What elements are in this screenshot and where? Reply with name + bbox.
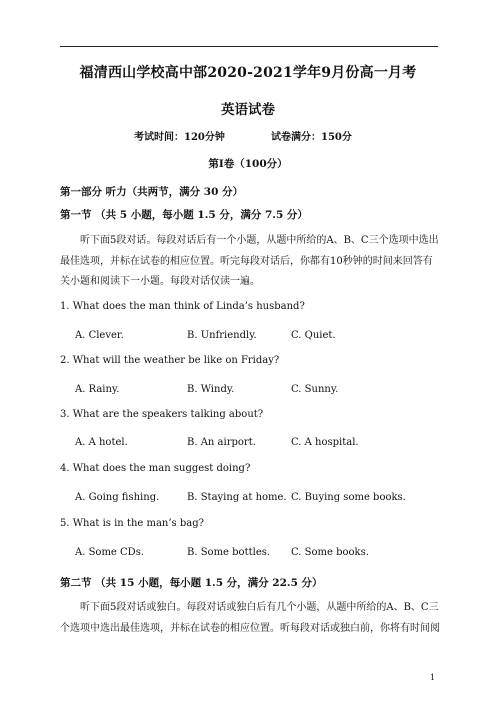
school-title: 福清西山学校高中部2020-2021学年9月份高一月考 (79, 65, 417, 81)
q2-option-c: C. Sunny. (291, 384, 339, 395)
volume-title: 第I卷（100分） (208, 158, 288, 170)
q1-option-c: C. Quiet. (291, 330, 336, 341)
q3-option-a: A. A hotel. (75, 437, 128, 448)
q5-option-b: B. Some bottles. (187, 547, 271, 558)
question-1: 1. What does the man think of Linda’s husband? (60, 301, 305, 312)
section1-heading: 第一节 （共 5 小题，每小题 1.5 分，满分 7.5 分） (60, 209, 308, 221)
section2-heading: 第二节 （共 15 小题，每小题 1.5 分，满分 22.5 分） (60, 577, 323, 589)
question-5: 5. What is in the man’s bag? (60, 518, 204, 529)
full-score: 试卷满分：150分 (271, 132, 352, 143)
q3-option-b: B. An airport. (187, 437, 256, 448)
q2-option-b: B. Windy. (187, 384, 235, 395)
subject-title: 英语试卷 (221, 102, 275, 118)
question-4: 4. What does the man suggest doing? (60, 463, 251, 474)
q2-option-a: A. Rainy. (75, 384, 120, 395)
question-3: 3. What are the speakers talking about? (60, 409, 264, 420)
question-2: 2. What will the weather be like on Friday? (60, 355, 280, 366)
q4-option-a: A. Going fishing. (75, 492, 160, 503)
header-rule (60, 46, 438, 47)
q4-option-c: C. Buying some books. (291, 492, 406, 503)
q5-option-a: A. Some CDs. (75, 547, 145, 558)
q3-option-c: C. A hospital. (291, 437, 359, 448)
q1-option-b: B. Unfriendly. (187, 330, 257, 341)
part1-heading: 第一部分 听力（共两节，满分 30 分） (60, 186, 244, 198)
section1-instructions: 听下面5段对话。每段对话后有一个小题，从题中所给的A、B、C三个选项中选出最佳选项，并标在试卷的相应位置。听完每段对话后，你都有10秒钟的时间来回答有关小题和阅读下一小题。每段对话仅读一遍。 (60, 235, 439, 287)
page-number: 1 (430, 673, 436, 682)
q1-option-a: A. Clever. (75, 330, 124, 341)
q5-option-c: C. Some books. (291, 547, 369, 558)
exam-time: 考试时间：120分钟 (134, 132, 225, 143)
section2-instructions: 听下面5段对话或独白。每段对话或独白后有几个小题，从题中所给的A、B、C三个选项中选出最佳选项，并标在试卷的相应位置。听每段对话或独白前，你将有时间阅 (60, 602, 440, 634)
q4-option-b: B. Staying at home. (187, 492, 287, 503)
